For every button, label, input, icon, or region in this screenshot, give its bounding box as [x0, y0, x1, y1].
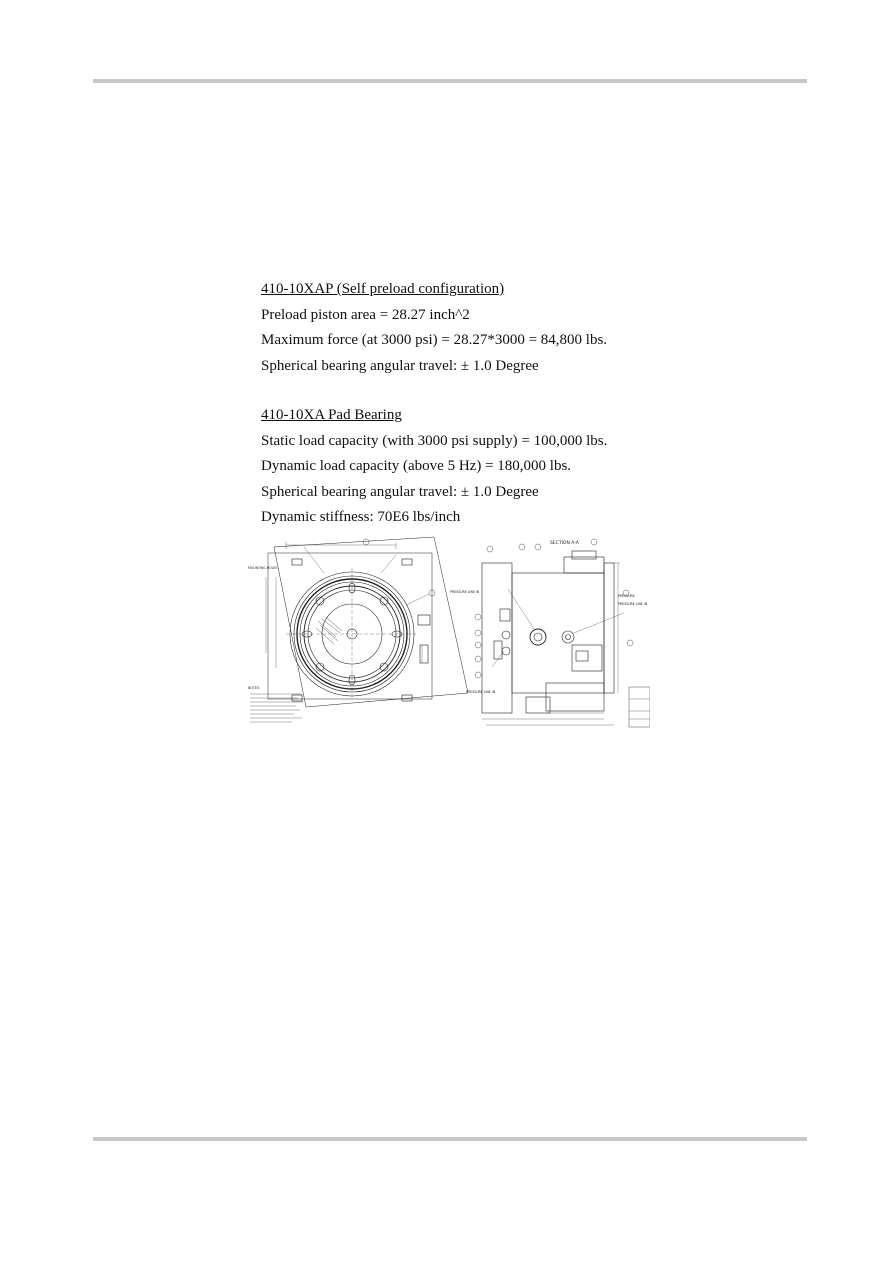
pressure-callout-right: PRESSURE LINE IN — [618, 602, 648, 606]
pad-angular-travel: Spherical bearing angular travel: ± 1.0 Degree — [261, 483, 539, 500]
pad-static-load: Static load capacity (with 3000 psi supply) = 100,000 lbs. — [261, 432, 608, 449]
header-rule — [93, 79, 807, 83]
preload-spec-block — [261, 277, 661, 379]
preload-angular-travel: Spherical bearing angular travel: ± 1.0 Degree — [261, 357, 539, 374]
pressure-callout-left: PRESSURE LINE IN — [450, 590, 480, 594]
footer-rule — [93, 1137, 807, 1141]
mounting-label: MOUNTING HOLES — [248, 566, 278, 570]
notes-label: NOTES: — [248, 686, 260, 690]
engineering-drawing — [246, 533, 650, 731]
preload-max-force: Maximum force (at 3000 psi) = 28.27*3000 = 84,800 lbs. — [261, 332, 608, 348]
pad-dynamic-stiffness: Dynamic stiffness: 70E6 lbs/inch — [261, 509, 461, 525]
rotated-outline — [274, 537, 468, 707]
preload-piston-area: Preload piston area = 28.27 inch^2 — [261, 306, 470, 323]
hatch-pattern — [316, 617, 342, 644]
main-body — [512, 573, 604, 693]
pressure-callout-far-right: PRESSURE — [618, 594, 635, 598]
preload-heading: 410-10XAP (Self preload configuration) — [261, 281, 505, 297]
title-block — [629, 687, 650, 727]
pad-dynamic-load: Dynamic load capacity (above 5 Hz) = 180,000 lbs. — [261, 458, 572, 474]
base-plate-outline — [268, 553, 432, 699]
pressure-callout-bottom: PRESSURE LINE IN — [466, 690, 496, 694]
pad-bearing-spec-block — [261, 403, 661, 531]
section-label: SECTION A-A — [550, 541, 579, 546]
drawing-svg — [246, 533, 650, 731]
pad-bearing-heading: 410-10XA Pad Bearing — [261, 407, 402, 423]
